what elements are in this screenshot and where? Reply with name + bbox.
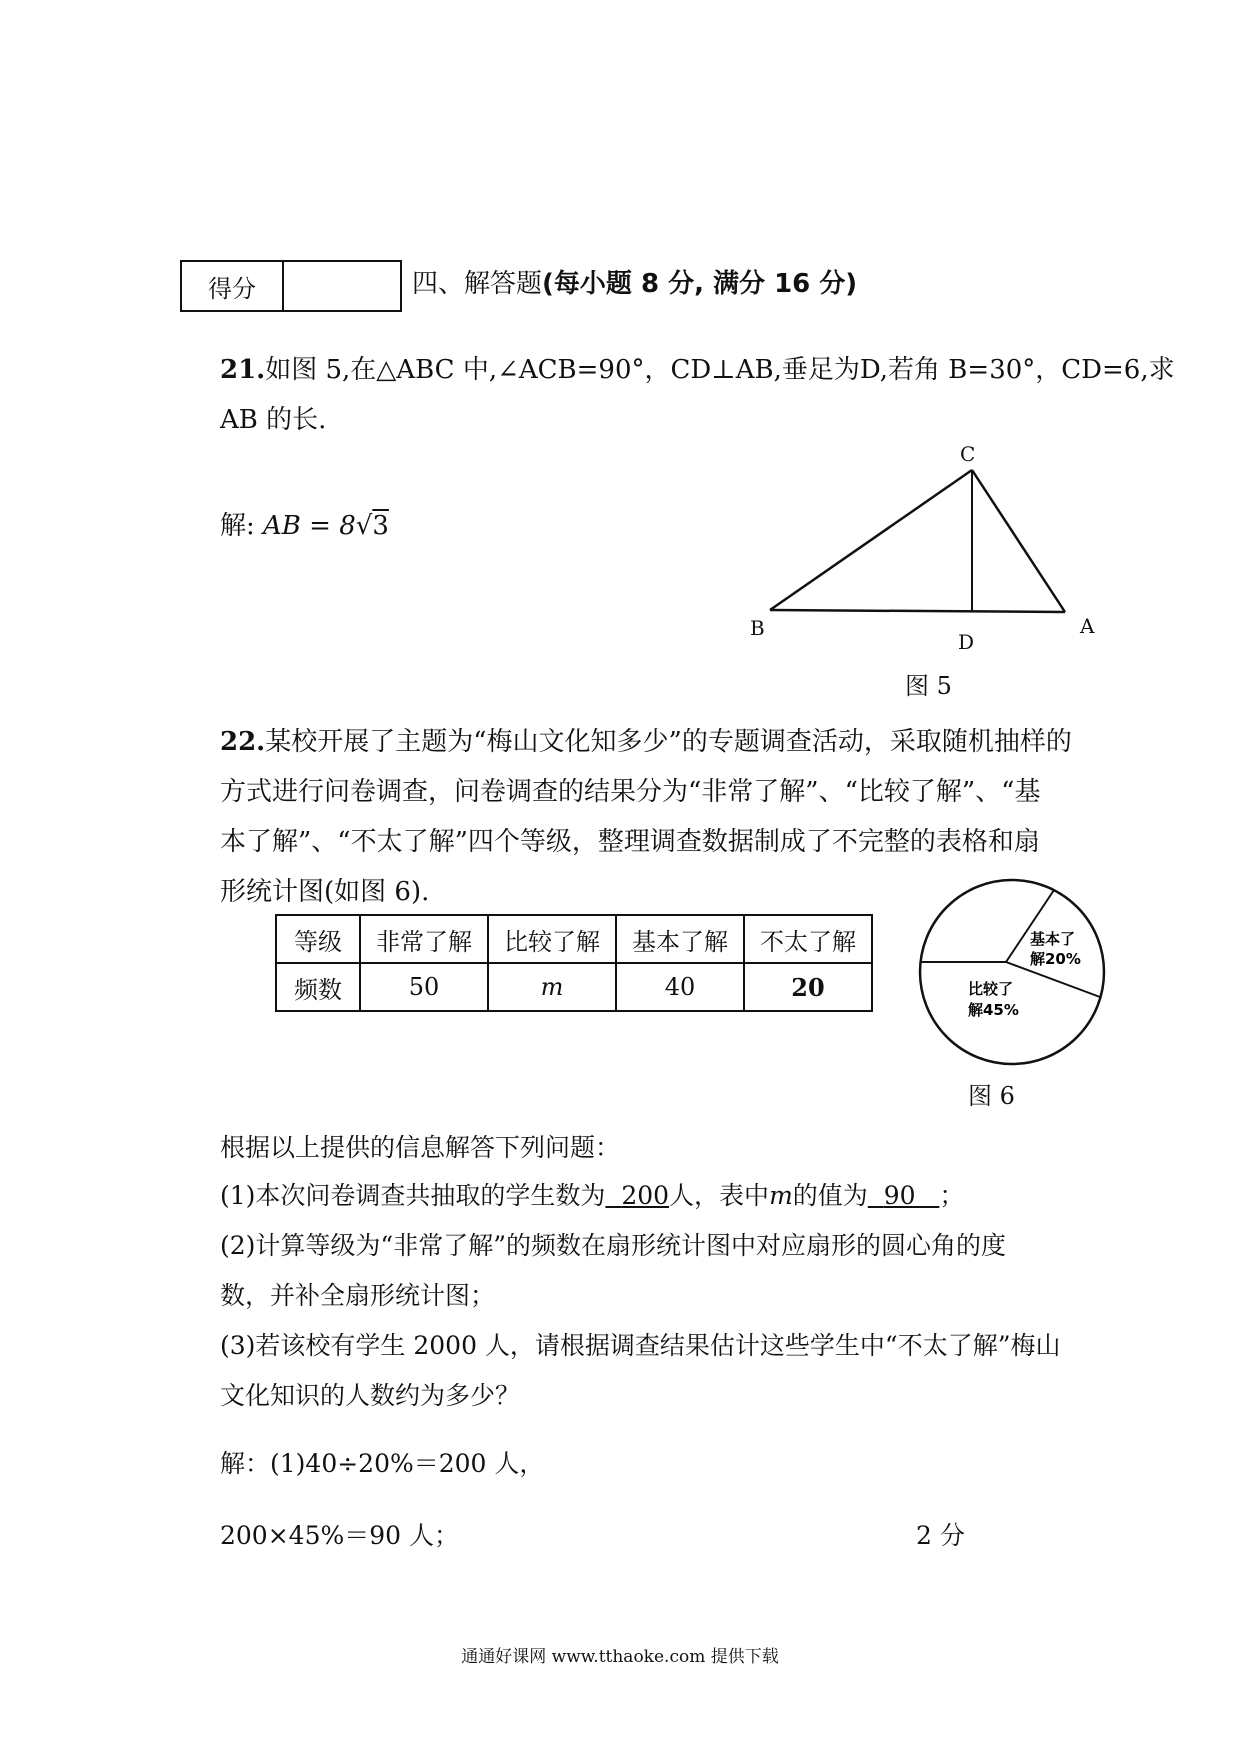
q22-solution-line2: 200×45%＝90 人；	[220, 1521, 459, 1550]
q22-sub3-line2: 文化知识的人数约为多少？	[220, 1381, 521, 1410]
table-cell: m	[488, 963, 616, 1011]
section-title	[412, 264, 857, 304]
answer-value-1: 200	[621, 1181, 670, 1210]
score-box	[180, 260, 402, 312]
q22-line1	[220, 722, 1072, 762]
q22-sub1-a: (1)本次问卷调查共抽取的学生数为	[220, 1181, 606, 1210]
vertex-label-b: B	[750, 616, 765, 640]
q22-text-line1: 某校开展了主题为“梅山文化知多少”的专题调查活动，采取随机抽样的	[265, 727, 1072, 757]
table-header-cell: 比较了解	[488, 915, 616, 963]
q22-solution-score: 2 分	[916, 1521, 965, 1550]
vertex-label-c: C	[960, 442, 976, 466]
q21-number: 21.	[220, 355, 266, 385]
section-title-plain: 四、解答题	[412, 269, 543, 299]
vertex-label-a: A	[1080, 614, 1095, 638]
q21-answer	[220, 506, 389, 546]
q22-line2: 方式进行问卷调查，问卷调查的结果分为“非常了解”、“比较了解”、“基	[220, 777, 1041, 807]
table-cell: 20	[744, 963, 872, 1011]
q22-sub2-line2: 数，并补全扇形统计图；	[220, 1281, 496, 1310]
section-title-bold: (每小题 8 分, 满分 16 分)	[542, 269, 858, 299]
q21-answer-radical: 3	[372, 511, 389, 541]
table-header-cell: 等级	[276, 915, 360, 963]
answer-blank-1	[605, 1181, 669, 1210]
q22-line3: 本了解”、“不太了解”四个等级，整理调查数据制成了不完整的表格和扇	[220, 827, 1040, 857]
q21-text-line1: 如图 5,在△ABC 中,∠ACB=90°，CD⊥AB,垂足为D,若角 B=30°，CD=6,求	[265, 355, 1175, 385]
q22-sub1-b: 人，表中	[669, 1181, 770, 1210]
table-header-row	[276, 915, 872, 963]
pie-label-fair-2: 解45%	[968, 1001, 1019, 1019]
frequency-table	[275, 914, 873, 1012]
figure-6-caption: 图 6	[968, 1082, 1015, 1110]
q21-line1	[220, 350, 1175, 390]
q22-sub3-line1: (3)若该校有学生 2000 人，请根据调查结果估计这些学生中“不太了解”梅山	[220, 1331, 1061, 1360]
segment-ca	[972, 470, 1065, 612]
q22-sub1-m: m	[769, 1181, 793, 1210]
score-blank-cell	[284, 262, 400, 310]
vertex-label-d: D	[958, 630, 975, 654]
q22-sub2-line1: (2)计算等级为“非常了解”的频数在扇形统计图中对应扇形的圆心角的度	[220, 1231, 1006, 1260]
table-header-cell: 不太了解	[744, 915, 872, 963]
segment-ab	[770, 610, 1065, 612]
figure-6-pie	[912, 872, 1112, 1072]
figure-5-caption: 图 5	[905, 672, 952, 700]
answer-blank-2	[868, 1181, 940, 1210]
q22-sub1-d: ；	[939, 1181, 965, 1210]
q21-answer-expr: AB = 8	[263, 511, 356, 541]
q22-prompt: 根据以上提供的信息解答下列问题：	[220, 1133, 621, 1162]
q22-sub1-c: 的值为	[792, 1181, 868, 1210]
table-header-cell: 非常了解	[360, 915, 488, 963]
q22-number: 22.	[220, 727, 266, 757]
q22-sub1	[220, 1176, 964, 1216]
figure-5-triangle	[740, 440, 1120, 660]
segment-bc	[770, 470, 972, 610]
table-header-cell: 基本了解	[616, 915, 744, 963]
pie-label-basic-1: 基本了	[1030, 930, 1076, 948]
pie-label-fair-1: 比较了	[968, 980, 1014, 998]
pie-outline	[920, 880, 1104, 1064]
q21-answer-prefix: 解:	[220, 511, 255, 541]
q22-line4: 形统计图(如图 6).	[220, 877, 430, 907]
table-row-label: 频数	[276, 963, 360, 1011]
q22-solution-line1: 解：(1)40÷20%＝200 人，	[220, 1449, 545, 1478]
score-label: 得分	[182, 262, 284, 310]
table-row	[276, 963, 872, 1011]
table-cell: 40	[616, 963, 744, 1011]
q21-line2: AB 的长.	[220, 405, 327, 435]
page-footer: 通通好课网 www.tthaoke.com 提供下载	[461, 1647, 779, 1667]
sqrt-sign: √	[355, 511, 373, 541]
answer-value-2: 90	[883, 1181, 916, 1210]
table-cell: 50	[360, 963, 488, 1011]
pie-label-basic-2: 解20%	[1030, 950, 1081, 968]
